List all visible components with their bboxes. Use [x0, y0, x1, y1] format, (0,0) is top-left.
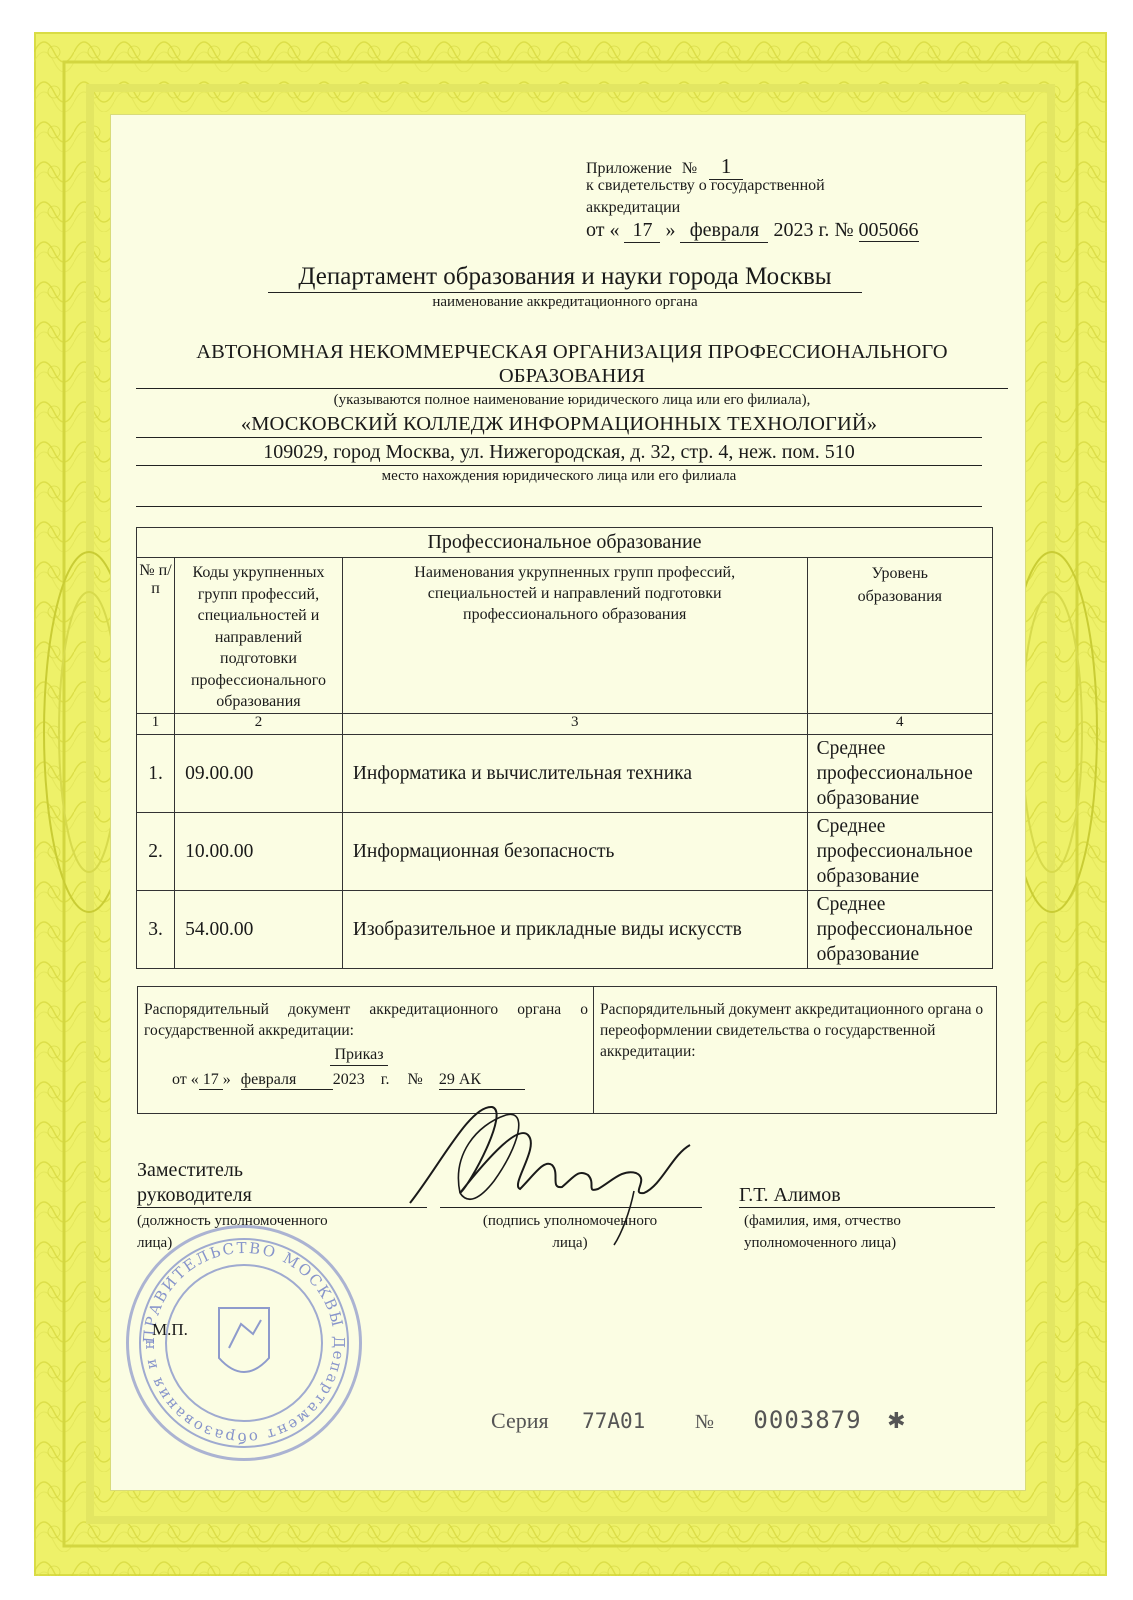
order-left-text: Распорядительный документ аккредитационного органа о государственной аккредитации:: [144, 1001, 588, 1039]
certificate-number: 005066: [858, 219, 919, 241]
appendix-day: 17: [624, 219, 660, 243]
row-code: 09.00.00: [175, 735, 343, 813]
programs-table: [136, 527, 993, 969]
star-icon: ✱: [887, 1408, 906, 1433]
organization-caption: (указываются полное наименование юридического лица или его филиала),: [333, 392, 811, 408]
row-name: Информационная безопасность: [342, 813, 807, 891]
position-caption: (должность уполномоченного лица): [137, 1213, 328, 1251]
appendix-date-line: [586, 219, 919, 243]
serial-num-sign: №: [694, 1411, 714, 1433]
appendix-from: от: [586, 219, 605, 241]
order-left-num-sign: №: [407, 1071, 423, 1088]
serial-footer: [491, 1406, 906, 1434]
header-codes: Коды укрупненных групп профессий, специальностей и направлений подготовки профессионального образования: [175, 558, 343, 714]
appendix-number: 1: [709, 154, 743, 180]
order-left-from: от «: [172, 1071, 199, 1088]
order-left-year: 2023: [332, 1071, 365, 1088]
organization-line2: ОБРАЗОВАНИЯ: [136, 364, 1008, 389]
serial-number: 0003879: [753, 1406, 862, 1434]
name-caption: (фамилия, имя, отчество уполномоченного лица): [744, 1213, 901, 1251]
row-code: 54.00.00: [175, 891, 343, 969]
address-caption: место нахождения юридического лица или его филиала: [381, 468, 737, 484]
seal-graphic: [129, 1228, 359, 1458]
order-left-close: »: [222, 1071, 231, 1088]
appendix-quote-close: »: [665, 219, 676, 241]
col-number-2: 2: [175, 714, 343, 735]
row-level: Среднее профессиональное образование: [807, 891, 992, 969]
row-level: Среднее профессиональное образование: [807, 735, 992, 813]
appendix-quote-open: «: [609, 219, 620, 241]
signatory-name: Г.Т. Алимов: [739, 1183, 995, 1208]
appendix-month: февраля: [680, 219, 768, 243]
appendix-num-sign2: №: [834, 219, 854, 241]
order-right-text: Распорядительный документ аккредитационного органа о переоформлении свидетельства о государственной аккредитации:: [600, 1001, 984, 1060]
row-name: Изобразительное и прикладные виды искусств: [342, 891, 807, 969]
appendix-year: 2023: [773, 219, 814, 241]
order-left-number: 29 АК: [439, 1071, 525, 1090]
appendix-g: г.: [818, 219, 830, 241]
series-label: Серия: [491, 1408, 549, 1433]
row-name: Информатика и вычислительная техника: [342, 735, 807, 813]
signature-caption: (подпись уполномоченного лица): [482, 1213, 658, 1251]
position-line1: Заместитель: [137, 1159, 243, 1181]
row-level: Среднее профессиональное образование: [807, 813, 992, 891]
header-level: Уровень образования: [807, 558, 992, 714]
appendix-num-sign: №: [681, 160, 698, 177]
organization-address: 109029, город Москва, ул. Нижегородская, д. 32, стр. 4, неж. пом. 510: [136, 440, 982, 466]
appendix-line3: аккредитации: [586, 199, 681, 216]
header-number: № п/п: [137, 558, 175, 714]
table-row: [137, 813, 993, 891]
appendix-line2: к свидетельству о государственной: [586, 177, 825, 194]
header-names: Наименования укрупненных групп профессий, специальностей и направлений подготовки профессионального образования: [342, 558, 807, 714]
col-number-4: 4: [807, 714, 992, 735]
row-code: 10.00.00: [175, 813, 343, 891]
col-number-3: 3: [342, 714, 807, 735]
order-left-month: февраля: [241, 1071, 333, 1090]
table-row: [137, 735, 993, 813]
table-title: Профессиональное образование: [137, 528, 993, 558]
row-number: 2.: [137, 813, 175, 891]
blank-line: [136, 492, 982, 507]
row-number: 1.: [137, 735, 175, 813]
table-row: [137, 891, 993, 969]
organization-line1: АВТОНОМНАЯ НЕКОММЕРЧЕСКАЯ ОРГАНИЗАЦИЯ ПРОФЕССИОНАЛЬНОГО: [196, 341, 948, 363]
row-number: 3.: [137, 891, 175, 969]
appendix-label: Приложение: [586, 160, 672, 177]
mp-label: М.П.: [152, 1320, 188, 1339]
series-value: 77А01: [582, 1409, 646, 1433]
official-seal: [126, 1225, 362, 1461]
seal-text: ПРАВИТЕЛЬСТВО МОСКВЫ Департамент образования и н: [139, 1238, 349, 1448]
authority-caption: наименование аккредитационного органа: [432, 294, 698, 310]
organization-line3: «МОСКОВСКИЙ КОЛЛЕДЖ ИНФОРМАЦИОННЫХ ТЕХНОЛОГИЙ»: [136, 411, 982, 438]
col-number-1: 1: [137, 714, 175, 735]
authority-name: Департамент образования и науки города Москвы: [268, 262, 862, 293]
order-left-g: г.: [380, 1071, 390, 1088]
order-left-doc: Приказ: [330, 1045, 388, 1066]
position-line2: руководителя: [137, 1183, 427, 1208]
order-left-day: 17: [199, 1071, 223, 1090]
